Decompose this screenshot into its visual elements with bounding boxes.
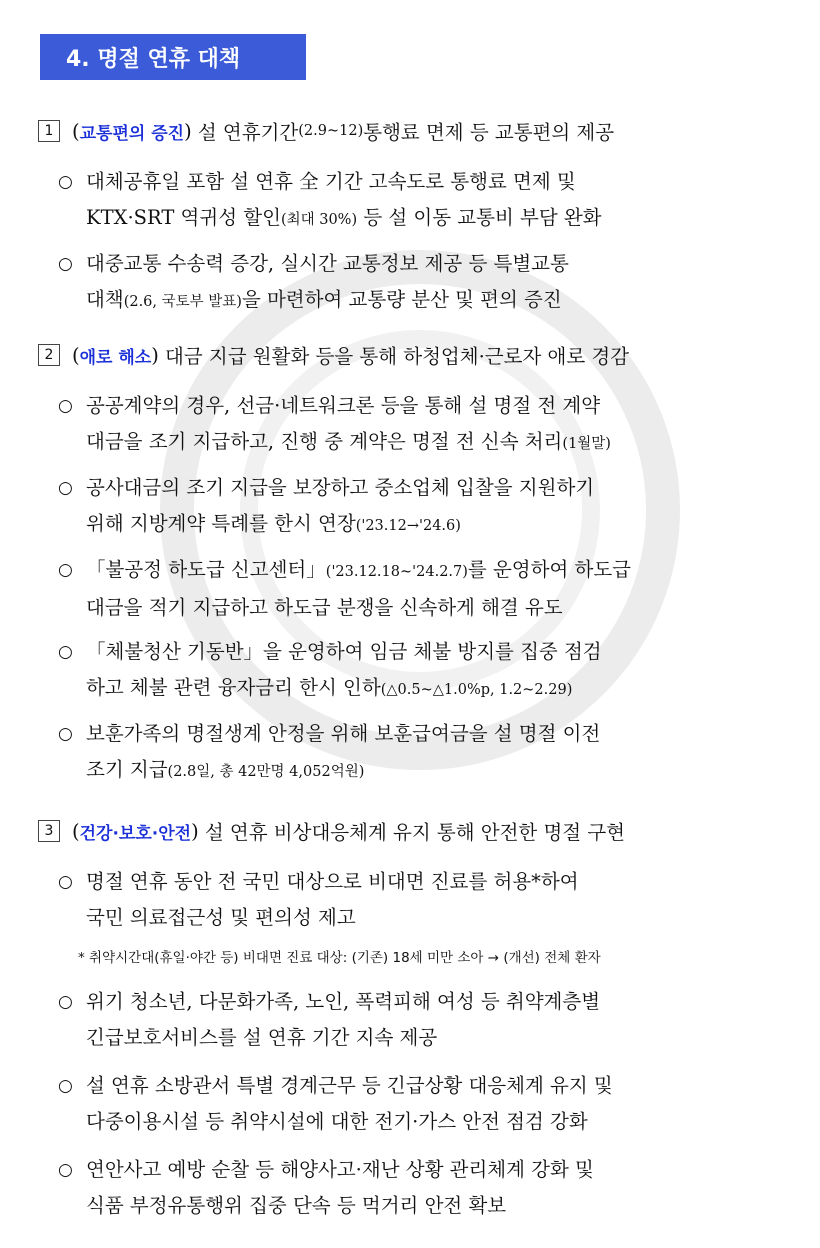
section-2-number: 2 (38, 344, 60, 366)
section-1-number: 1 (38, 120, 60, 142)
bullet-2-4-line1: 「체불청산 기동반」을 운영하여 임금 체불 방지를 집중 점검 (86, 640, 602, 663)
bullet-1-1-line2s: (최대 30%) (280, 212, 358, 228)
bullet-2-4-line2a: 하고 체불 관련 융자금리 한시 인하 (86, 676, 381, 699)
bullet-1-1-line2b: 등 설 이동 교통비 부담 완화 (357, 206, 602, 229)
section-1-text-a: 설 연휴기간 (197, 121, 299, 144)
section-3-heading: 3 ( 건강·보호·안전 ) 설 연휴 비상대응체계 유지 통해 안전한 명절 구현 (38, 812, 800, 850)
bullet-circle-icon: ○ (58, 478, 73, 498)
bullet-1-2-line2a: 대책 (86, 288, 124, 311)
footnote: * 취약시간대(휴일·야간 등) 비대면 진료 대상: (기존) 18세 미만 소아 → (개선) 전체 환자 (78, 950, 601, 966)
section-1-tag: 교통편의 증진 (79, 123, 185, 144)
bullet-circle-icon: ○ (58, 172, 73, 192)
bullet-2-5-line2s: (2.8일, 총 42만명 4,052억원) (167, 764, 365, 780)
bullet-2-5-line1: 보훈가족의 명절생계 안정을 위해 보훈급여금을 설 명절 이전 (86, 722, 601, 745)
section-3-text: 설 연휴 비상대응체계 유지 통해 안전한 명절 구현 (204, 821, 626, 844)
bullet-2-3-line1b: 를 운영하여 하도급 (467, 558, 632, 581)
bullet-2-5 (58, 716, 800, 790)
bullet-2-2-line1: 공사대금의 조기 지급을 보장하고 중소업체 입찰을 지원하기 (86, 476, 595, 499)
bullet-3-4-line1: 연안사고 예방 순찰 등 해양사고·재난 상황 관리체계 강화 및 (86, 1158, 594, 1181)
section-2-tag: 애로 해소 (79, 347, 152, 368)
bullet-2-5-line2a: 조기 지급 (86, 758, 168, 781)
bullet-3-4-line2: 식품 부정유통행위 집중 단속 등 먹거리 안전 확보 (86, 1194, 507, 1217)
bullet-3-2-line1: 위기 청소년, 다문화가족, 노인, 폭력피해 여성 등 취약계층별 (86, 990, 601, 1013)
bullet-circle-icon: ○ (58, 872, 73, 892)
bullet-circle-icon: ○ (58, 396, 73, 416)
bullet-3-3-line1: 설 연휴 소방관서 특별 경계근무 등 긴급상황 대응체계 유지 및 (86, 1074, 613, 1097)
section-1-text-small: (2.9~12) (298, 123, 364, 139)
bullet-3-1-line2: 국민 의료접근성 및 편의성 제고 (86, 906, 356, 929)
section-1-heading: 1 ( 교통편의 증진 ) 설 연휴기간 (2.9~12) 통행료 면제 등 교통편의 제공 (38, 112, 800, 150)
bullet-circle-icon: ○ (58, 642, 73, 662)
bullet-2-1-line2s: (1월말) (562, 436, 611, 452)
section-3-tag: 건강·보호·안전 (79, 823, 192, 844)
bullet-2-4 (58, 634, 800, 708)
bullet-1-1-line2a: KTX·SRT 역귀성 할인 (86, 206, 281, 229)
bullet-3-4 (58, 1152, 800, 1224)
section-1-text-b: 통행료 면제 등 교통편의 제공 (363, 121, 615, 144)
bullet-2-3-line2: 대금을 적기 지급하고 하도급 분쟁을 신속하게 해결 유도 (86, 596, 563, 619)
bullet-2-2-line2s: ('23.12→'24.6) (355, 518, 461, 534)
bullet-1-2-line2s: (2.6, 국토부 발표) (123, 294, 242, 310)
bullet-3-1 (58, 864, 800, 936)
bullet-circle-icon: ○ (58, 560, 73, 580)
bullet-2-4-line2s: (△0.5~△1.0%p, 1.2~2.29) (380, 682, 573, 698)
section-2-text: 대금 지급 원활화 등을 통해 하청업체·근로자 애로 경감 (165, 345, 630, 368)
bullet-2-3 (58, 552, 800, 626)
bullet-3-2 (58, 984, 800, 1056)
section-2-heading: 2 ( 애로 해소 ) 대금 지급 원활화 등을 통해 하청업체·근로자 애로 경감 (38, 336, 800, 374)
bullet-circle-icon: ○ (58, 1160, 73, 1180)
bullet-2-2 (58, 470, 800, 544)
bullet-circle-icon: ○ (58, 254, 73, 274)
bullet-3-1-line1: 명절 연휴 동안 전 국민 대상으로 비대면 진료를 허용*하여 (86, 870, 579, 893)
bullet-1-2-line1: 대중교통 수송력 증강, 실시간 교통정보 제공 등 특별교통 (86, 252, 569, 275)
bullet-circle-icon: ○ (58, 724, 73, 744)
bullet-3-3-line2: 다중이용시설 등 취약시설에 대한 전기·가스 안전 점검 강화 (86, 1110, 588, 1133)
bullet-2-1-line2a: 대금을 조기 지급하고, 진행 중 계약은 명절 전 신속 처리 (86, 430, 563, 453)
bullet-1-1-line1: 대체공휴일 포함 설 연휴 全 기간 고속도로 통행료 면제 및 (86, 170, 576, 193)
section-3-number: 3 (38, 820, 60, 842)
bullet-1-1 (58, 164, 800, 238)
bullet-circle-icon: ○ (58, 992, 73, 1012)
bullet-3-3 (58, 1068, 800, 1140)
bullet-circle-icon: ○ (58, 1076, 73, 1096)
bullet-2-1-line1: 공공계약의 경우, 선금·네트워크론 등을 통해 설 명절 전 계약 (86, 394, 601, 417)
page-title: 4. 명절 연휴 대책 (40, 34, 306, 80)
bullet-2-1 (58, 388, 800, 462)
bullet-2-2-line2a: 위해 지방계약 특례를 한시 연장 (86, 512, 356, 535)
bullet-3-2-line2: 긴급보호서비스를 설 연휴 기간 지속 제공 (86, 1026, 438, 1049)
bullet-2-3-line1a: 「불공정 하도급 신고센터」 (86, 558, 326, 581)
bullet-2-3-line1s: ('23.12.18~'24.2.7) (325, 564, 468, 580)
bullet-1-2 (58, 246, 800, 320)
bullet-1-2-line2b: 을 마련하여 교통량 분산 및 편의 증진 (241, 288, 562, 311)
